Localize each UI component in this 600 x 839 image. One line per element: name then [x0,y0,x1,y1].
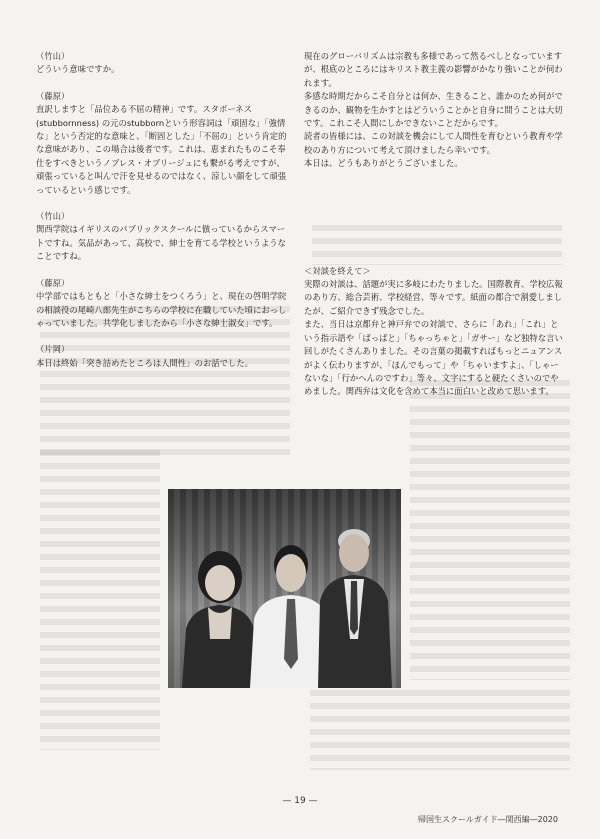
right-text-column [304,50,566,399]
paragraph-gap [36,77,290,90]
group-photo [168,489,401,688]
text-paragraph: 実際の対談は、話題が実に多岐にわたりました。国際教育、学校広報のあり方、総合芸術、学校経営、等々です。紙面の都合で割愛しましたが、ご紹介できず残念でした。 [304,279,563,316]
text-paragraph: 読者の皆様には、この対談を機会にして人間性を育むという教育や学校のあり方について考えて頂けましたら幸いです。 [304,131,563,155]
person-right [318,529,392,688]
speaker-label: （竹山） [36,211,70,222]
page-number: — 19 — [282,796,318,806]
text-paragraph: 多感な時期だからこそ自分とは何か、生きること、誰かのため何ができるのか、観物を生かすとはどういうことかと自身に問うことは大切です。これこそ人間にしかできないことだからです。 [304,91,563,129]
show-through-text [40,450,160,750]
speaker-label: （片岡） [36,344,70,355]
speaker-label: （藤原） [36,90,70,101]
photo-people-illustration [168,489,401,688]
show-through-text [310,690,570,770]
text-paragraph: ＜対談を終えて＞ [304,265,371,276]
person-left [182,551,258,688]
blank-space [304,171,566,265]
paragraph-gap [36,197,290,210]
publication-title: 帰国生スクールガイド―関西編―2020 [418,815,558,824]
paragraph-gap [36,330,290,343]
paragraph-gap [36,264,290,277]
text-paragraph: 直訳しますと「品位ある不屈の精神」です。スタボーネス(stubbornness) の元のstubbornという形容詞は「頑固な」「強情な」という否定的な意味と、「断固とした」「不屈の」という肯定的な意味があり、この場合は後者です。これは、恵まれたものこそ奉仕をすべきというノブレス・オブリージュにも繋がる考えですが、頑張っていると叫んで汗を見せるのではなく、涼しい顔をして頑張っているという感じです。 [36,104,287,195]
show-through-text [410,380,570,680]
text-paragraph: また、当日は京都弁と神戸弁での対談で、さらに「あれ」「これ」という指示語や「ぱっぱと」「ちゃっちゃと」「ガサー」など独特な言い回しがたくさんありました。その言葉の掲載すればもっとニュアンスがよく伝わりますが、「ほんでもって」や「ちゃいますよ」、「しゃーないな」「行かへんのですわ」等々、文字にすると硬たくさいのでやめました。関西弁は文化を含めて本当に面白いと改めて思います。 [304,319,563,397]
text-paragraph: 本日は終始「突き詰めたところは人間性」のお話でした。 [36,357,254,368]
speaker-label: （藤原） [36,277,70,288]
text-paragraph: どういう意味ですか。 [36,64,120,75]
text-paragraph: 関西学院はイギリスのパブリックスクールに倣っているからスマートですね。気品があって、高校で、紳士を育てる学校というようなことですね。 [36,224,286,262]
text-paragraph: 中学部ではもともと「小さな紳士をつくろう」と、現在の啓明学院の相談役の尾崎八郎先生がこちらの学校に在職していた頃におっしゃっていました。共学化しましたから「小さな紳士淑女」です。 [36,291,287,328]
text-paragraph: 本日は、どうもありがとうございました。 [304,158,463,169]
speaker-label: （竹山） [36,51,70,61]
left-text-column [36,50,290,370]
text-paragraph: 現在のグローバリズムは宗教も多様であって然るべしとなっていますが、根底のところにはキリスト教主義の影響がかなり強いことが伺われます。 [304,51,563,88]
